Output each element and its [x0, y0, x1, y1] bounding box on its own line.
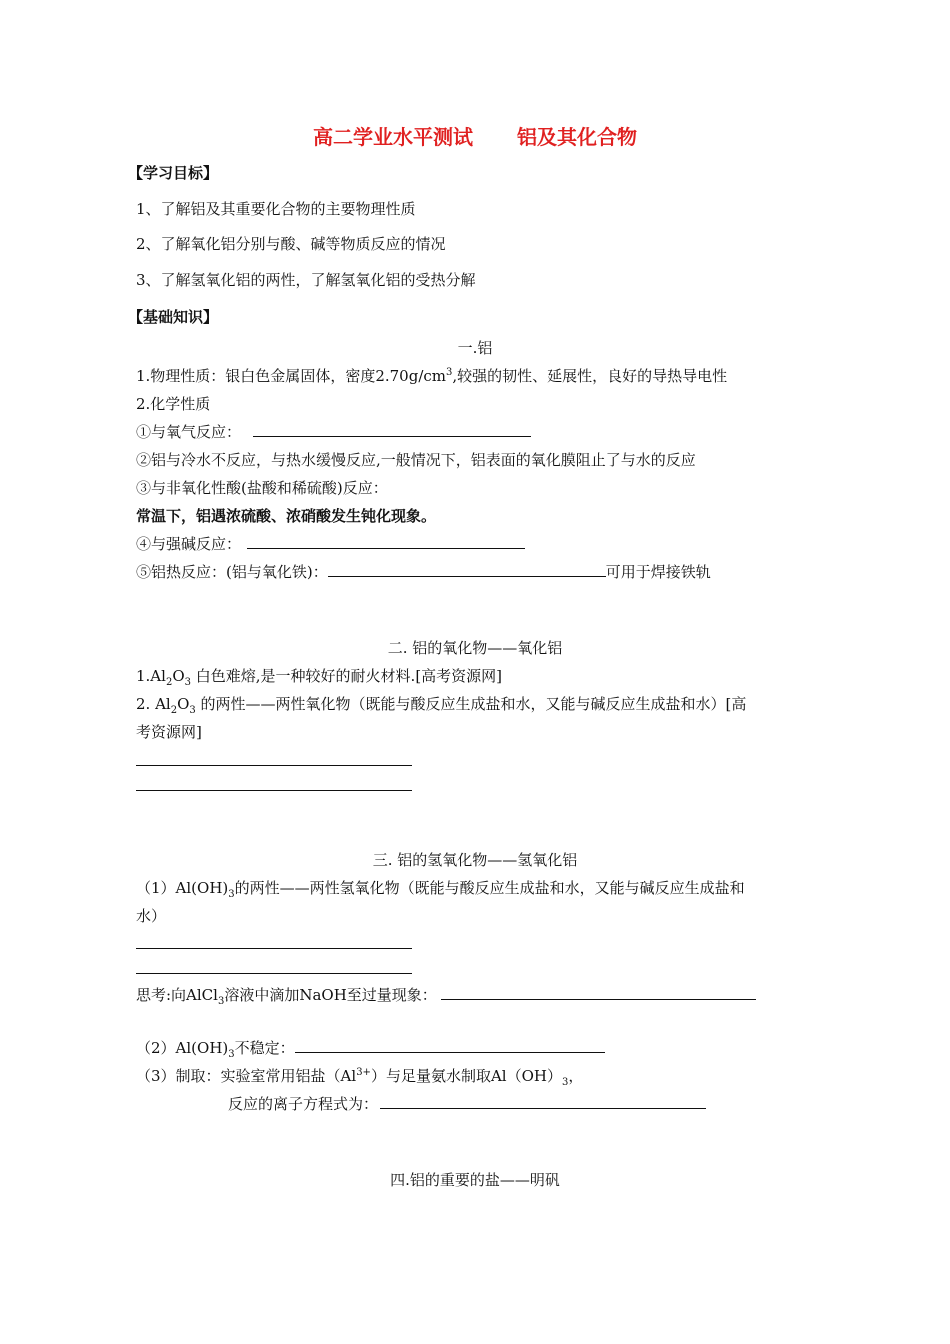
water-reaction: ②铝与冷水不反应，与热水缓慢反应,一般情况下，铝表面的氧化膜阻止了与水的反应 [136, 451, 696, 469]
title-part2: 铝及其化合物 [517, 125, 637, 149]
section-1-title: 一.铝 [457, 339, 493, 357]
answer-blank[interactable] [247, 534, 525, 549]
base-reaction: ④与强碱反应： [136, 534, 525, 554]
section-3-title: 三. 铝的氢氧化物——氢氧化铝 [372, 851, 578, 869]
answer-blank[interactable] [441, 985, 756, 1000]
physical-properties: 1.物理性质：银白色金属固体，密度$2.70g/cm^3$,较强的韧性、延展性，良好的导热导电性 [136, 367, 728, 385]
answer-blank[interactable] [328, 562, 606, 577]
answer-line[interactable] [136, 973, 412, 974]
answer-blank[interactable] [253, 422, 531, 437]
page-title [0, 124, 950, 150]
answer-blank[interactable] [295, 1038, 605, 1053]
hydroxide-unstable: $(2)Al(OH)_3$不稳定： [136, 1038, 605, 1058]
alumina-line-2: 2. $Al_2O_3$ 的两性——两性氧化物（既能与酸反应生成盐和水，又能与碱反应生成盐和水）[高 [136, 695, 747, 716]
alumina-line-2-cont: 考资源网] [136, 723, 202, 741]
thermite-reaction: ⑤铝热反应：(铝与氧化铁)： 可用于焊接铁轨 [136, 563, 711, 581]
title-part1: 高二学业水平测试 [313, 125, 473, 149]
hydroxide-line-1-cont: 水） [136, 907, 167, 925]
section-2-title: 二. 铝的氧化物——氧化铝 [387, 639, 563, 657]
ionic-equation: 反应的离子方程式为： [228, 1094, 706, 1114]
answer-line[interactable] [136, 790, 412, 791]
objective-item-3: 3、了解氢氧化铝的两性，了解氢氧化铝的受热分解 [136, 271, 476, 289]
basics-heading: 【基础知识】 [128, 308, 219, 326]
hydroxide-line-1: $(1)Al(OH)_3$的两性——两性氢氧化物（既能与酸反应生成盐和水，又能与碱反应生成盐和 [136, 879, 745, 900]
think-question: 思考:向AlCl$_3$溶液中滴加NaOH至过量现象： [136, 985, 756, 1005]
chemical-properties: 2.化学性质 [136, 395, 211, 413]
acid-reaction: ③与非氧化性酸(盐酸和稀硫酸)反应： [136, 479, 388, 497]
objective-item-1: 1、了解铝及其重要化合物的主要物理性质 [136, 200, 416, 218]
objective-item-2: 2、了解氧化铝分别与酸、碱等物质反应的情况 [136, 235, 446, 253]
section-4-title: 四.铝的重要的盐——明矾 [390, 1171, 560, 1189]
answer-line[interactable] [136, 765, 412, 766]
answer-line[interactable] [136, 948, 412, 949]
passivation-note: 常温下，铝遇浓硫酸、浓硝酸发生钝化现象。 [136, 507, 437, 525]
answer-blank[interactable] [380, 1094, 706, 1109]
oxygen-reaction: ①与氧气反应： [136, 422, 531, 442]
objectives-heading: 【学习目标】 [128, 164, 219, 182]
alumina-line-1: $1.Al_2O_3$ 白色难熔,是一种较好的耐火材料.[高考资源网] [136, 667, 503, 688]
hydroxide-preparation: （3）制取：实验室常用铝盐$(Al^{3+})$与足量氨水制取$Al(OH)_3$， [136, 1067, 584, 1088]
